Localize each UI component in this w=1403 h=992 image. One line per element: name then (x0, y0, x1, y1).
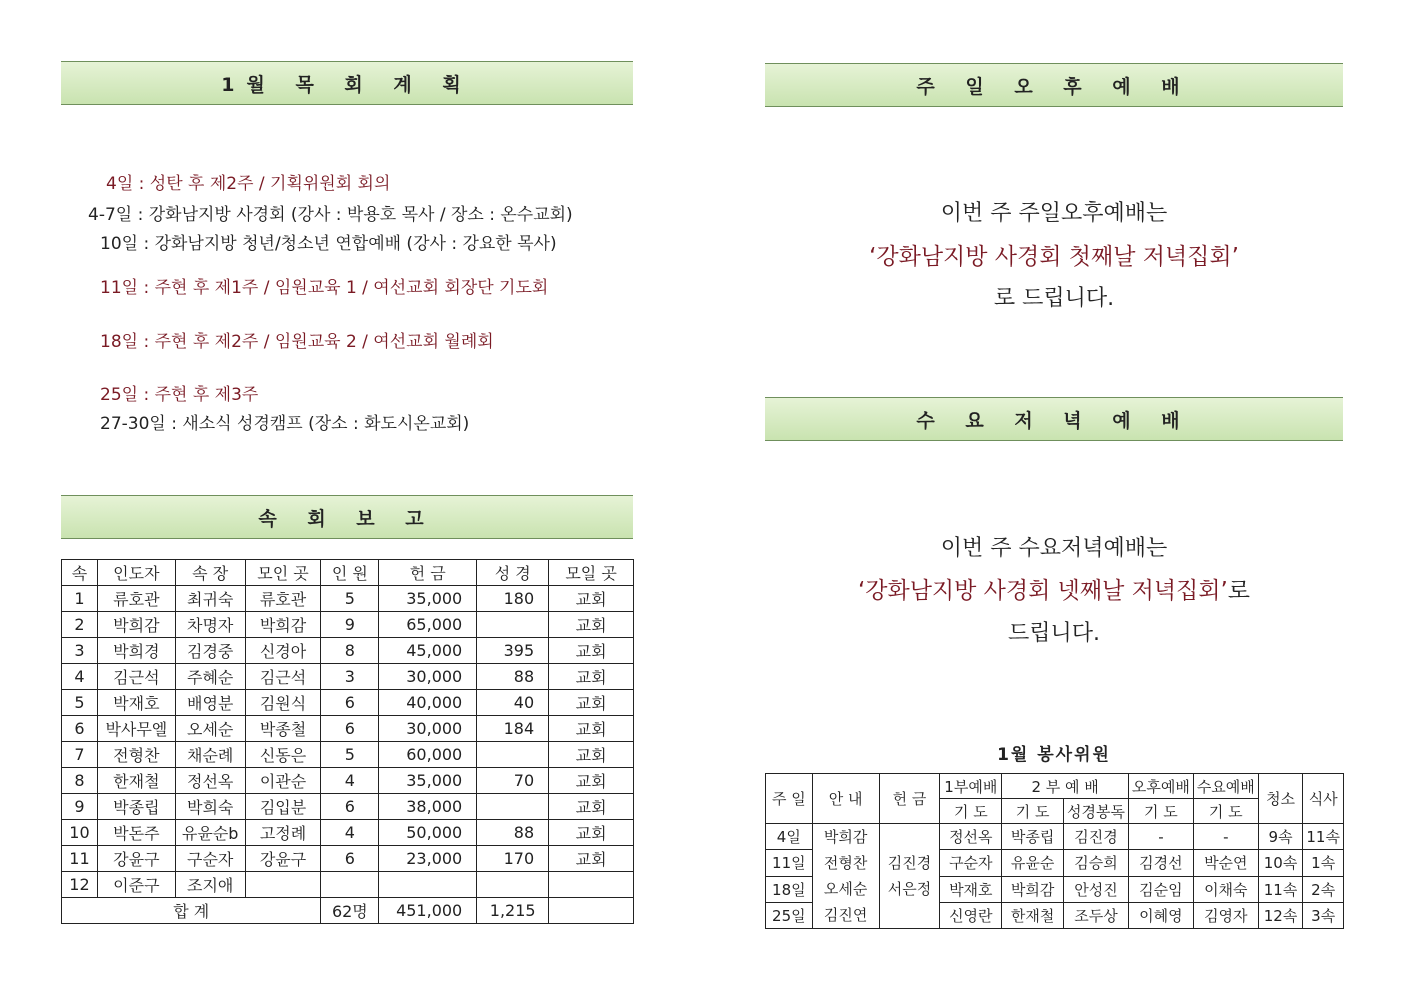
plan-item-2: 4-7일 : 강화남지방 사경회 (강사 : 박용호 목사 / 장소 : 온수교회) (88, 205, 573, 225)
afternoon-line-2: ‘강화남지방 사경회 첫째날 저녁집회’ (869, 244, 1239, 270)
svc-col-afternoon: 오후예배 (1128, 774, 1193, 799)
svc-guide-1: 박희감 (823, 828, 868, 846)
svc-read: 조두상 (1064, 902, 1129, 928)
svc-clean: 9속 (1258, 824, 1303, 850)
row-leader: 전형찬 (97, 742, 175, 768)
wednesday-header (765, 397, 1343, 441)
row-offering: 38,000 (379, 794, 477, 820)
row-people: 8 (321, 638, 379, 664)
svc-wed: 박순연 (1193, 850, 1258, 876)
row-leader: 박희경 (97, 638, 175, 664)
row-head: 채순례 (175, 742, 245, 768)
svc-p1: 신영란 (940, 902, 1002, 928)
row-place (245, 872, 321, 898)
svc-sub-prayer-2: 기 도 (1002, 799, 1064, 824)
svc-col-guide: 안 내 (812, 774, 879, 824)
svc-col-meal: 식사 (1303, 774, 1344, 824)
svc-meal: 2속 (1303, 876, 1344, 902)
row-sok: 3 (62, 638, 98, 664)
report-header-row (62, 560, 634, 586)
svc-date: 11일 (766, 850, 813, 876)
total-bible: 1,215 (477, 898, 549, 924)
row-head: 조지애 (175, 872, 245, 898)
service-table (765, 773, 1344, 929)
svc-aft: 이혜영 (1128, 902, 1193, 928)
row-leader: 박사무엘 (97, 716, 175, 742)
svc-p1: 박재호 (940, 876, 1002, 902)
report-row (62, 742, 634, 768)
row-people: 3 (321, 664, 379, 690)
plan-item-1: 4일 : 성탄 후 제2주 / 기획위원회 회의 (106, 174, 391, 194)
row-bible (477, 612, 549, 638)
plan-item-3: 10일 : 강화남지방 청년/청소년 연합예배 (강사 : 강요한 목사) (100, 234, 557, 254)
row-bible (477, 794, 549, 820)
report-title: 속 회 보 고 (258, 507, 436, 530)
report-row (62, 872, 634, 898)
row-head: 차명자 (175, 612, 245, 638)
row-people (321, 872, 379, 898)
row-sok: 9 (62, 794, 98, 820)
row-place: 류호관 (245, 586, 321, 612)
row-offering: 30,000 (379, 716, 477, 742)
svc-clean: 10속 (1258, 850, 1303, 876)
row-people: 5 (321, 586, 379, 612)
row-bible: 70 (477, 768, 549, 794)
col-bible: 성 경 (477, 560, 549, 586)
service-row (766, 824, 1344, 850)
row-leader: 박희감 (97, 612, 175, 638)
row-people: 4 (321, 768, 379, 794)
row-next-place: 교회 (549, 794, 634, 820)
row-offering: 40,000 (379, 690, 477, 716)
col-head: 속 장 (175, 560, 245, 586)
row-bible: 184 (477, 716, 549, 742)
row-next-place: 교회 (549, 586, 634, 612)
svc-sub-reading: 성경봉독 (1064, 799, 1129, 824)
row-offering: 50,000 (379, 820, 477, 846)
col-sok: 속 (62, 560, 98, 586)
row-leader: 김근석 (97, 664, 175, 690)
svc-aft: 김경선 (1128, 850, 1193, 876)
service-header-row-1 (766, 774, 1344, 799)
row-next-place: 교회 (549, 612, 634, 638)
row-offering: 60,000 (379, 742, 477, 768)
report-row (62, 820, 634, 846)
plan-item-5: 18일 : 주현 후 제2주 / 임원교육 2 / 여선교회 월례회 (100, 332, 494, 352)
report-table (61, 559, 634, 924)
row-bible: 88 (477, 664, 549, 690)
row-people: 6 (321, 846, 379, 872)
svc-meal: 3속 (1303, 902, 1344, 928)
row-sok: 4 (62, 664, 98, 690)
row-sok: 12 (62, 872, 98, 898)
col-next-place: 모일 곳 (549, 560, 634, 586)
report-row (62, 638, 634, 664)
total-offering: 451,000 (379, 898, 477, 924)
row-bible: 170 (477, 846, 549, 872)
report-row (62, 794, 634, 820)
row-head: 박희숙 (175, 794, 245, 820)
row-next-place: 교회 (549, 664, 634, 690)
row-next-place: 교회 (549, 742, 634, 768)
row-place: 김원식 (245, 690, 321, 716)
wednesday-line-2-suffix: 로 (1227, 578, 1251, 604)
plan-item-7: 27-30일 : 새소식 성경캠프 (장소 : 화도시온교회) (100, 414, 470, 434)
row-sok: 7 (62, 742, 98, 768)
svc-aft: - (1128, 824, 1193, 850)
row-people: 9 (321, 612, 379, 638)
svc-sub-prayer-1: 기 도 (940, 799, 1002, 824)
svc-offering-1: 김진경 (887, 854, 932, 872)
row-leader: 박종립 (97, 794, 175, 820)
svc-guides (812, 824, 879, 929)
row-people: 4 (321, 820, 379, 846)
row-offering: 30,000 (379, 664, 477, 690)
row-head: 유윤순b (175, 820, 245, 846)
row-sok: 6 (62, 716, 98, 742)
wednesday-line-3: 드립니다. (1007, 621, 1100, 646)
svc-col-offering: 헌 금 (879, 774, 940, 824)
row-head: 오세순 (175, 716, 245, 742)
svc-col-clean: 청소 (1258, 774, 1303, 824)
report-row (62, 586, 634, 612)
row-leader: 한재철 (97, 768, 175, 794)
row-head: 배영분 (175, 690, 245, 716)
row-bible: 180 (477, 586, 549, 612)
row-bible: 88 (477, 820, 549, 846)
report-row (62, 716, 634, 742)
col-offering: 헌 금 (379, 560, 477, 586)
row-next-place: 교회 (549, 690, 634, 716)
row-people: 5 (321, 742, 379, 768)
row-place: 박종철 (245, 716, 321, 742)
report-total-row (62, 898, 634, 924)
svc-read: 김승희 (1064, 850, 1129, 876)
svc-date: 18일 (766, 876, 813, 902)
svc-col-second: 2 부 예 배 (1002, 774, 1129, 799)
row-leader: 박돈주 (97, 820, 175, 846)
total-label: 합 계 (62, 898, 321, 924)
svc-offering (879, 824, 940, 929)
plan-item-6: 25일 : 주현 후 제3주 (100, 385, 259, 405)
row-head: 정선옥 (175, 768, 245, 794)
row-bible: 395 (477, 638, 549, 664)
row-place: 김입분 (245, 794, 321, 820)
row-next-place: 교회 (549, 768, 634, 794)
report-row (62, 768, 634, 794)
row-next-place: 교회 (549, 638, 634, 664)
plan-header (61, 61, 633, 105)
row-bible (477, 872, 549, 898)
wednesday-title: 수 요 저 녁 예 배 (916, 409, 1192, 432)
row-next-place (549, 872, 634, 898)
svc-offering-2: 서은정 (887, 880, 932, 898)
total-people: 62명 (321, 898, 379, 924)
row-leader: 강윤구 (97, 846, 175, 872)
report-row (62, 664, 634, 690)
svc-meal: 11속 (1303, 824, 1344, 850)
svc-wed: 이채숙 (1193, 876, 1258, 902)
col-place: 모인 곳 (245, 560, 321, 586)
row-place: 신경아 (245, 638, 321, 664)
wednesday-line-2-wrap (765, 572, 1343, 605)
svc-clean: 11속 (1258, 876, 1303, 902)
row-sok: 10 (62, 820, 98, 846)
svc-sub-prayer-3: 기 도 (1128, 799, 1193, 824)
wednesday-line-1: 이번 주 수요저녁예배는 (940, 536, 1168, 561)
row-sok: 11 (62, 846, 98, 872)
row-offering (379, 872, 477, 898)
row-place: 이관순 (245, 768, 321, 794)
svc-p2: 유윤순 (1002, 850, 1064, 876)
row-people: 6 (321, 794, 379, 820)
svc-guide-3: 오세순 (823, 880, 868, 898)
afternoon-header (765, 63, 1343, 107)
row-place: 신동은 (245, 742, 321, 768)
row-sok: 1 (62, 586, 98, 612)
svc-clean: 12속 (1258, 902, 1303, 928)
row-next-place: 교회 (549, 820, 634, 846)
row-place: 고정례 (245, 820, 321, 846)
svc-meal: 1속 (1303, 850, 1344, 876)
svc-p1: 구순자 (940, 850, 1002, 876)
svc-p1: 정선옥 (940, 824, 1002, 850)
wednesday-line-2: ‘강화남지방 사경회 넷째날 저녁집회’ (857, 578, 1228, 604)
row-sok: 2 (62, 612, 98, 638)
report-header (61, 495, 633, 539)
plan-title: 1월 목 회 계 획 (221, 73, 473, 96)
row-head: 구순자 (175, 846, 245, 872)
afternoon-title: 주 일 오 후 예 배 (916, 75, 1192, 98)
report-row (62, 846, 634, 872)
afternoon-line-1: 이번 주 주일오후예배는 (940, 201, 1168, 226)
row-sok: 8 (62, 768, 98, 794)
row-sok: 5 (62, 690, 98, 716)
row-bible: 40 (477, 690, 549, 716)
row-next-place: 교회 (549, 716, 634, 742)
row-place: 박희감 (245, 612, 321, 638)
svc-col-date: 주 일 (766, 774, 813, 824)
svc-wed: 김영자 (1193, 902, 1258, 928)
svc-wed: - (1193, 824, 1258, 850)
svc-aft: 김순임 (1128, 876, 1193, 902)
row-leader: 박재호 (97, 690, 175, 716)
row-head: 최귀숙 (175, 586, 245, 612)
svc-sub-prayer-4: 기 도 (1193, 799, 1258, 824)
report-row (62, 690, 634, 716)
row-next-place: 교회 (549, 846, 634, 872)
row-people: 6 (321, 690, 379, 716)
svc-date: 4일 (766, 824, 813, 850)
svc-col-first: 1부예배 (940, 774, 1002, 799)
report-row (62, 612, 634, 638)
svc-col-wed: 수요예배 (1193, 774, 1258, 799)
svc-p2: 박종립 (1002, 824, 1064, 850)
row-bible (477, 742, 549, 768)
row-head: 주혜순 (175, 664, 245, 690)
svc-guide-2: 전형찬 (823, 854, 868, 872)
row-offering: 35,000 (379, 586, 477, 612)
afternoon-line-3: 로 드립니다. (993, 286, 1115, 311)
row-people: 6 (321, 716, 379, 742)
svc-p2: 한재철 (1002, 902, 1064, 928)
row-place: 김근석 (245, 664, 321, 690)
col-people: 인 원 (321, 560, 379, 586)
total-empty (549, 898, 634, 924)
col-leader: 인도자 (97, 560, 175, 586)
row-leader: 류호관 (97, 586, 175, 612)
svc-p2: 박희감 (1002, 876, 1064, 902)
svc-guide-4: 김진연 (823, 906, 868, 924)
row-offering: 45,000 (379, 638, 477, 664)
svc-read: 김진경 (1064, 824, 1129, 850)
plan-item-4: 11일 : 주현 후 제1주 / 임원교육 1 / 여선교회 회장단 기도회 (100, 278, 549, 298)
svc-read: 안성진 (1064, 876, 1129, 902)
row-offering: 65,000 (379, 612, 477, 638)
svc-date: 25일 (766, 902, 813, 928)
row-offering: 23,000 (379, 846, 477, 872)
row-head: 김경중 (175, 638, 245, 664)
row-offering: 35,000 (379, 768, 477, 794)
row-place: 강윤구 (245, 846, 321, 872)
row-leader: 이준구 (97, 872, 175, 898)
service-title: 1월 봉사위원 (997, 745, 1111, 765)
